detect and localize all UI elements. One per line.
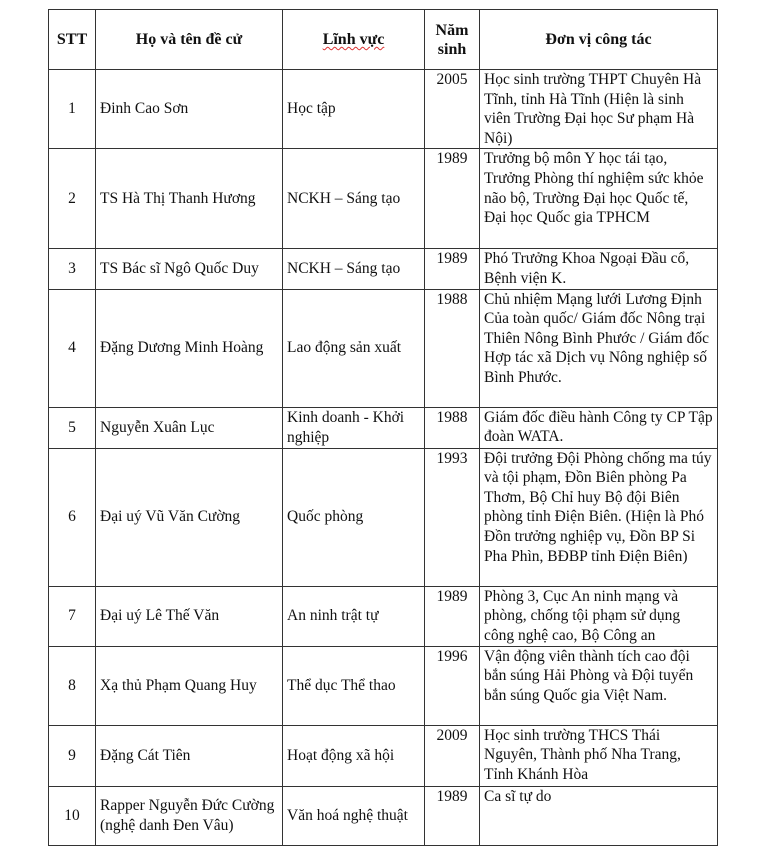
cell-year: 2009	[425, 725, 480, 786]
cell-year: 2005	[425, 70, 480, 149]
cell-year: 1996	[425, 646, 480, 725]
cell-name: TS Hà Thị Thanh Hương	[96, 149, 283, 249]
table-row	[49, 786, 718, 845]
cell-field: Lao động sản xuất	[283, 289, 425, 407]
cell-stt: 9	[49, 725, 96, 786]
table-row	[49, 586, 718, 646]
table-row	[49, 249, 718, 289]
cell-stt: 1	[49, 70, 96, 149]
cell-name: Đinh Cao Sơn	[96, 70, 283, 149]
cell-unit: Đội trưởng Đội Phòng chống ma túy và tội phạm, Đồn Biên phòng Pa Thơm, Bộ Chỉ huy Bộ đội Biên phòng tỉnh Điện Biên. (Hiện là Phó Đồn trưởng nghiệp vụ, Đồn BP Si Pha Phìn, BĐBP tỉnh Điện Biên)	[480, 448, 718, 586]
cell-field: NCKH – Sáng tạo	[283, 249, 425, 289]
cell-field: Học tập	[283, 70, 425, 149]
cell-stt: 5	[49, 407, 96, 448]
cell-unit: Học sinh trường THPT Chuyên Hà Tĩnh, tỉnh Hà Tĩnh (Hiện là sinh viên Trường Đại học Sư phạm Hà Nội)	[480, 70, 718, 149]
cell-stt: 4	[49, 289, 96, 407]
cell-year: 1989	[425, 149, 480, 249]
cell-name: Đặng Cát Tiên	[96, 725, 283, 786]
cell-name: Nguyễn Xuân Lục	[96, 407, 283, 448]
cell-year: 1988	[425, 407, 480, 448]
cell-stt: 3	[49, 249, 96, 289]
cell-field: NCKH – Sáng tạo	[283, 149, 425, 249]
cell-name: Đại uý Vũ Văn Cường	[96, 448, 283, 586]
table-row	[49, 70, 718, 149]
cell-unit: Giám đốc điều hành Công ty CP Tập đoàn WATA.	[480, 407, 718, 448]
table-row	[49, 407, 718, 448]
cell-unit: Học sinh trường THCS Thái Nguyên, Thành phố Nha Trang, Tỉnh Khánh Hòa	[480, 725, 718, 786]
cell-stt: 8	[49, 646, 96, 725]
cell-field: Kinh doanh - Khởi nghiệp	[283, 407, 425, 448]
header-unit: Đơn vị công tác	[480, 10, 718, 70]
cell-field: An ninh trật tự	[283, 586, 425, 646]
header-stt: STT	[49, 10, 96, 70]
cell-year: 1989	[425, 786, 480, 845]
cell-unit: Chủ nhiệm Mạng lưới Lương Định Của toàn quốc/ Giám đốc Nông trại Thiên Nông Bình Phước / Giám đốc Hợp tác xã Dịch vụ Nông nghiệp số Bình Phước.	[480, 289, 718, 407]
cell-field: Văn hoá nghệ thuật	[283, 786, 425, 845]
cell-name: Rapper Nguyễn Đức Cường (nghệ danh Đen Vâu)	[96, 786, 283, 845]
cell-stt: 2	[49, 149, 96, 249]
header-year: Năm sinh	[425, 10, 480, 70]
cell-year: 1989	[425, 586, 480, 646]
header-field-label: Lĩnh vực	[322, 31, 385, 48]
cell-field: Hoạt động xã hội	[283, 725, 425, 786]
table-header-row	[49, 10, 718, 70]
cell-field: Thể dục Thể thao	[283, 646, 425, 725]
candidates-table	[48, 9, 718, 846]
header-field	[283, 10, 425, 70]
cell-unit: Ca sĩ tự do	[480, 786, 718, 845]
cell-unit: Vận động viên thành tích cao đội bắn súng Hải Phòng và Đội tuyển bắn súng Quốc gia Việt Nam.	[480, 646, 718, 725]
cell-unit: Phòng 3, Cục An ninh mạng và phòng, chống tội phạm sử dụng công nghệ cao, Bộ Công an	[480, 586, 718, 646]
cell-stt: 7	[49, 586, 96, 646]
table-row	[49, 448, 718, 586]
cell-year: 1993	[425, 448, 480, 586]
header-name: Họ và tên đề cử	[96, 10, 283, 70]
cell-year: 1989	[425, 249, 480, 289]
table-row	[49, 149, 718, 249]
table-row	[49, 725, 718, 786]
table-row	[49, 289, 718, 407]
cell-name: Đại uý Lê Thế Văn	[96, 586, 283, 646]
cell-unit: Phó Trưởng Khoa Ngoại Đầu cổ, Bệnh viện K.	[480, 249, 718, 289]
cell-stt: 6	[49, 448, 96, 586]
cell-name: TS Bác sĩ Ngô Quốc Duy	[96, 249, 283, 289]
cell-name: Đặng Dương Minh Hoàng	[96, 289, 283, 407]
cell-unit: Trưởng bộ môn Y học tái tạo, Trưởng Phòng thí nghiệm sức khỏe não bộ, Trường Đại học Quốc tế, Đại học Quốc gia TPHCM	[480, 149, 718, 249]
table-row	[49, 646, 718, 725]
cell-year: 1988	[425, 289, 480, 407]
cell-field: Quốc phòng	[283, 448, 425, 586]
cell-name: Xạ thủ Phạm Quang Huy	[96, 646, 283, 725]
cell-stt: 10	[49, 786, 96, 845]
